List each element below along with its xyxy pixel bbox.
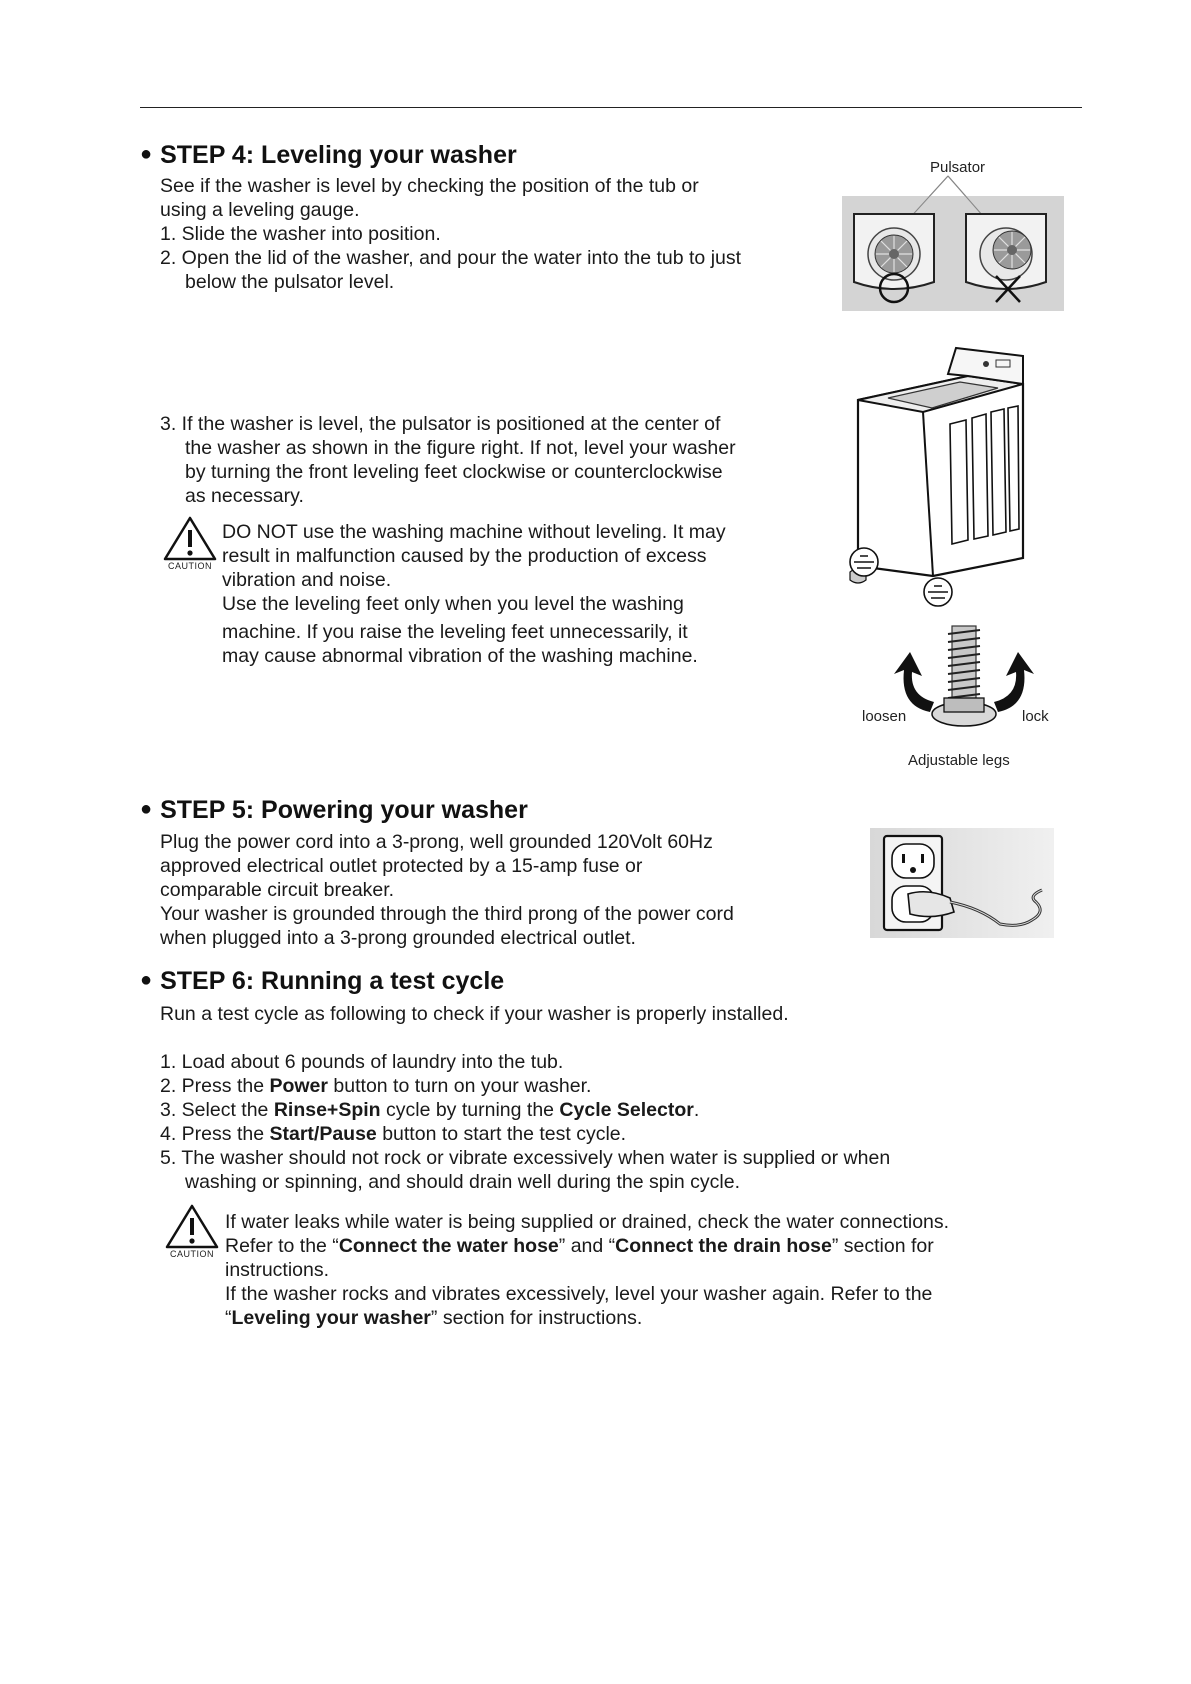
- step6-intro: Run a test cycle as following to check if your washer is properly installed.: [160, 1003, 789, 1025]
- step4-item-3-line: by turning the front leveling feet clockwise or counterclockwise: [185, 461, 723, 483]
- step5-line: Your washer is grounded through the third prong of the power cord: [160, 903, 734, 925]
- step5-heading: ● STEP 5: Powering your washer: [140, 796, 528, 824]
- pulsator-level-figure: [842, 172, 1064, 312]
- step4-intro-line: using a leveling gauge.: [160, 199, 360, 221]
- step6-caution-text: [225, 1210, 949, 1330]
- step4-item-1: 1. Slide the washer into position.: [160, 223, 441, 245]
- step6-item-2: 2. Press the Power button to turn on your washer.: [160, 1075, 592, 1097]
- step6-item-5: 5. The washer should not rock or vibrate excessively when water is supplied or when: [160, 1147, 891, 1169]
- caution-icon: [162, 1203, 222, 1267]
- step4-item-3-line: as necessary.: [185, 485, 304, 507]
- caution-line: Refer to the “Connect the water hose” and “Connect the drain hose” section for: [225, 1235, 934, 1257]
- step4-intro-line: See if the washer is level by checking the position of the tub or: [160, 175, 699, 197]
- step4-item-3: [160, 412, 736, 508]
- step4-item-3-line: the washer as shown in the figure right. If not, level your washer: [185, 437, 736, 459]
- bullet-icon: ●: [140, 798, 153, 820]
- step5-line: when plugged into a 3-prong grounded electrical outlet.: [160, 927, 636, 949]
- caution-label: CAUTION: [170, 1249, 214, 1259]
- caution-line: vibration and noise.: [222, 569, 392, 591]
- step4-item-3-line: 3. If the washer is level, the pulsator is positioned at the center of: [160, 413, 721, 435]
- step4-item-2: 2. Open the lid of the washer, and pour the water into the tub to just: [160, 247, 742, 269]
- header-rule: [140, 107, 1082, 108]
- step6-item-3: 3. Select the Rinse+Spin cycle by turning the Cycle Selector.: [160, 1099, 700, 1121]
- outlet-plug-figure: [870, 828, 1054, 938]
- step6-item-1: 1. Load about 6 pounds of laundry into the tub.: [160, 1051, 564, 1073]
- lock-label: lock: [1022, 708, 1049, 725]
- step6-item-4: 4. Press the Start/Pause button to start the test cycle.: [160, 1123, 627, 1145]
- caution-line: machine. If you raise the leveling feet unnecessarily, it: [222, 621, 688, 643]
- caution-line: If water leaks while water is being supplied or drained, check the water connections.: [225, 1211, 950, 1233]
- washer-figure: [848, 340, 1058, 612]
- caution-line: instructions.: [225, 1259, 330, 1281]
- loosen-label: loosen: [862, 708, 907, 725]
- step5-line: Plug the power cord into a 3-prong, well grounded 120Volt 60Hz: [160, 831, 713, 853]
- caution-line: DO NOT use the washing machine without leveling. It may: [222, 521, 726, 543]
- step6-list: [160, 1050, 890, 1194]
- caution-line: If the washer rocks and vibrates excessively, level your washer again. Refer to the: [225, 1283, 933, 1305]
- step4-heading: ● STEP 4: Leveling your washer: [140, 141, 517, 169]
- step4-caution-text: [222, 520, 726, 668]
- pulsator-label: Pulsator: [930, 159, 986, 176]
- step6-item-5-cont: washing or spinning, and should drain well during the spin cycle.: [185, 1171, 740, 1193]
- bullet-icon: ●: [140, 969, 153, 991]
- caution-line: result in malfunction caused by the production of excess: [222, 545, 707, 567]
- step6-heading: ● STEP 6: Running a test cycle: [140, 967, 505, 995]
- step5-line: approved electrical outlet protected by a 15-amp fuse or: [160, 855, 643, 877]
- step5-body: [160, 830, 734, 950]
- step4-body: [160, 174, 741, 294]
- step5-line: comparable circuit breaker.: [160, 879, 395, 901]
- adjustable-legs-caption: Adjustable legs: [908, 752, 1010, 769]
- bullet-icon: ●: [140, 143, 153, 165]
- caution-line: “Leveling your washer” section for instructions.: [225, 1307, 643, 1329]
- caution-line: Use the leveling feet only when you level the washing: [222, 593, 684, 615]
- caution-icon: [160, 515, 220, 579]
- caution-line: may cause abnormal vibration of the washing machine.: [222, 645, 698, 667]
- caution-label: CAUTION: [168, 561, 212, 571]
- step4-item-2-cont: below the pulsator level.: [185, 271, 395, 293]
